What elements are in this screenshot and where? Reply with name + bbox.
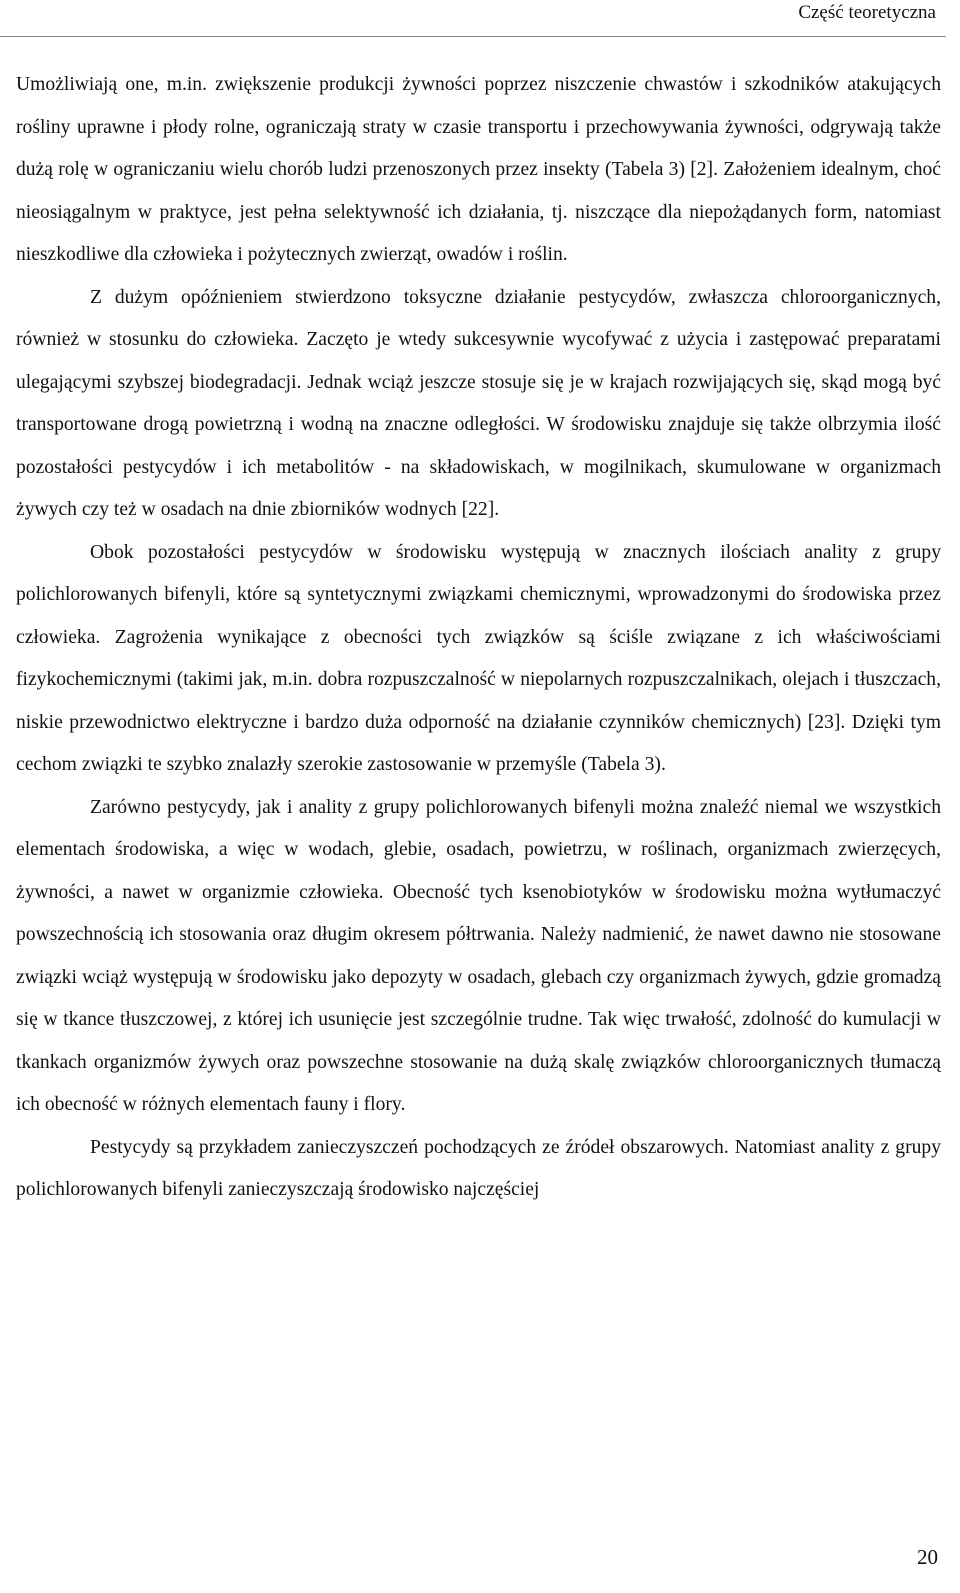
- paragraph: Umożliwiają one, m.in. zwiększenie produkcji żywności poprzez niszczenie chwastów i szkodników atakujących rośliny uprawne i płody rolne, ograniczają straty w czasie transportu i przechowywania żywności, odgrywają także dużą rolę w ograniczaniu wielu chorób ludzi przenoszonych przez insekty (Tabela 3) [2]. Założeniem idealnym, choć nieosiągalnym w praktyce, jest pełna selektywność ich działania, tj. niszczące dla niepożądanych form, natomiast nieszkodliwe dla człowieka i pożytecznych zwierząt, owadów i roślin.: [16, 74, 941, 265]
- page-number: 20: [917, 1545, 938, 1569]
- body-text: [16, 64, 941, 1212]
- paragraph: Zarówno pestycydy, jak i anality z grupy polichlorowanych bifenyli można znaleźć niemal we wszystkich elementach środowiska, a więc w wodach, glebie, osadach, powietrzu, w roślinach, organizmach zwierzęcych, żywności, a nawet w organizmie człowieka. Obecność tych ksenobiotyków w środowisku można wytłumaczyć powszechnością ich stosowania oraz długim okresem półtrwania. Należy nadmienić, że nawet dawno nie stosowane związki wciąż występują w środowisku jako depozyty w osadach, glebach czy organizmach żywych, gdzie gromadzą się w tkance tłuszczowej, z której ich usunięcie jest szczególnie trudne. Tak więc trwałość, zdolność do kumulacji w tkankach organizmów żywych oraz powszechne stosowanie na dużą skalę związków chloroorganicznych tłumaczą ich obecność w różnych elementach fauny i flory.: [16, 796, 941, 1115]
- paragraph: Pestycydy są przykładem zanieczyszczeń pochodzących ze źródeł obszarowych. Natomiast anality z grupy polichlorowanych bifenyli zanieczyszczają środowisko najczęściej: [16, 1136, 941, 1200]
- page-header: [0, 2, 946, 37]
- section-title: Część teoretyczna: [798, 2, 936, 23]
- paragraph: Obok pozostałości pestycydów w środowisku występują w znacznych ilościach anality z grupy polichlorowanych bifenyli, które są syntetycznymi związkami chemicznymi, wprowadzonymi do środowiska przez człowieka. Zagrożenia wynikające z obecności tych związków są ściśle związane z ich właściwościami fizykochemicznymi (takimi jak, m.in. dobra rozpuszczalność w niepolarnych rozpuszczalnikach, olejach i tłuszczach, niskie przewodnictwo elektryczne i bardzo duża odporność na działanie czynników chemicznych) [23]. Dzięki tym cechom związki te szybko znalazły szerokie zastosowanie w przemyśle (Tabela 3).: [16, 541, 941, 775]
- paragraph: Z dużym opóźnieniem stwierdzono toksyczne działanie pestycydów, zwłaszcza chloroorganicznych, również w stosunku do człowieka. Zaczęto je wtedy sukcesywnie wycofywać z użycia i zastępować preparatami ulegającymi szybszej biodegradacji. Jednak wciąż jeszcze stosuje się je w krajach rozwijających się, skąd mogą być transportowane drogą powietrzną i wodną na znaczne odległości. W środowisku znajduje się także olbrzymia ilość pozostałości pestycydów i ich metabolitów - na składowiskach, w mogilnikach, skumulowane w organizmach żywych czy też w osadach na dnie zbiorników wodnych [22].: [16, 286, 941, 520]
